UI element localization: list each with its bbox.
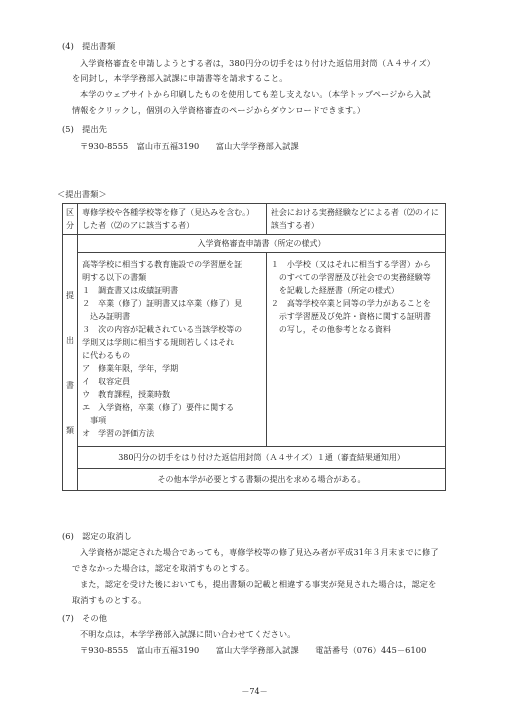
section-7-heading: (7) その他 [62,613,108,623]
table-row [63,235,446,253]
list-item: ウ 教育課程，授業時数 [82,390,171,399]
section-7-contact: 〒930-8555 富山市五福3190 富山大学学務部入試課 電話番号（076）445－6100 [80,645,427,655]
section-6-line: 取消すものとする。 [72,595,147,605]
page-number: －74－ [241,687,268,696]
section-6-line: また，認定を受けた後においても，提出書類の記載と相違する事実が発見された場合は，認定を [80,579,437,589]
row-label-char: 書 [66,380,75,390]
common-form-cell: 入学資格審査申請書（所定の様式） [78,235,446,253]
common-envelope-cell: 380円分の切手をはり付けた返信用封筒（Ａ４サイズ）１通（審査結果通知用） [78,447,446,469]
list-item: 高等学校に相当する教育施設での学習歴を証 [82,260,243,269]
list-item: ア 修業年限，学年，学期 [82,364,179,373]
row-label-char: 類 [66,425,75,435]
list-item: ２ 高等学校卒業と同等の学力があることを [270,299,431,308]
row-label-char: 出 [66,335,75,345]
section-4-line: 本学のウェブサイトから印刷したものを使用しても差し支えない。（本学トップページから入試 [80,89,431,99]
section-6-line: 入学資格が認定された場合であっても，専修学校等の修了見込み者が平成31年３月末までに修了 [80,547,439,557]
section-4-line: 情報をクリックし，個別の入学資格審査のページからダウンロードできます。） [72,105,366,115]
list-item: １ 小学校（又はそれに相当する学習）から [270,260,431,269]
section-5-address: 〒930-8555 富山市五福3190 富山大学学務部入試課 [80,141,299,151]
row-label-char: 提 [66,290,75,300]
list-item: 事項 [82,416,107,425]
section-6-line: できなかった場合は，認定を取消すものとする。 [72,563,255,573]
list-item: エ 入学資格，卒業（修了）要件に関する [82,403,235,412]
column-a-header: 専修学校や各種学校等を修了（見込みを含む。）した者（⑵のアに該当する者） [78,204,267,235]
column-b-items [266,253,445,447]
column-b-header: 社会における実務経験などによる者（⑵のイに該当する者） [266,204,445,235]
section-4-line: を同封し，本学学務部入試課に申請書等を請求すること。 [72,73,288,83]
list-item: 学則又は学則に相当する規則若しくはそれ [82,338,235,347]
list-item: を記載した経歴書（所定の様式） [270,286,399,295]
list-item: イ 収容定員 [82,377,131,386]
list-item: オ 学習の評価方法 [82,429,155,438]
table-header-row [63,204,446,235]
table-row [63,469,446,491]
common-other-cell: その他本学が必要とする書類の提出を求める場合がある。 [78,469,446,491]
list-item: 明する以下の書類 [82,273,147,282]
section-7-line: 不明な点は，本学学務部入試課に問い合わせてください。 [80,629,296,639]
table-caption: ＜提出書類＞ [57,189,107,199]
list-item: 示す学習歴及び免許・資格に関する証明書 [270,312,431,321]
row-label-submission-docs [63,235,78,491]
kubun-header: 区分 [63,204,78,235]
list-item: に代わるもの [82,351,131,360]
section-4-heading: (4) 提出書類 [62,41,116,51]
list-item: １ 調査書又は成績証明書 [82,286,179,295]
list-item: 込み証明書 [82,312,131,321]
section-5-heading: (5) 提出先 [62,124,108,134]
list-item: ３ 次の内容が記載されている当該学校等の [82,325,243,334]
section-4-line: 入学資格審査を申請しようとする者は，380円分の切手をはり付けた返信用封筒（Ａ４サイズ） [80,58,436,68]
list-item: ２ 卒業（修了）証明書又は卒業（修了）見 [82,299,243,308]
list-item: のすべての学習歴及び社会での実務経験等 [270,273,431,282]
submission-documents-table [62,203,446,491]
list-item: の写し，その他参考となる資料 [270,325,391,334]
table-row [63,447,446,469]
table-row [63,253,446,447]
column-a-items [78,253,267,447]
section-6-heading: (6) 認定の取消し [62,531,132,541]
